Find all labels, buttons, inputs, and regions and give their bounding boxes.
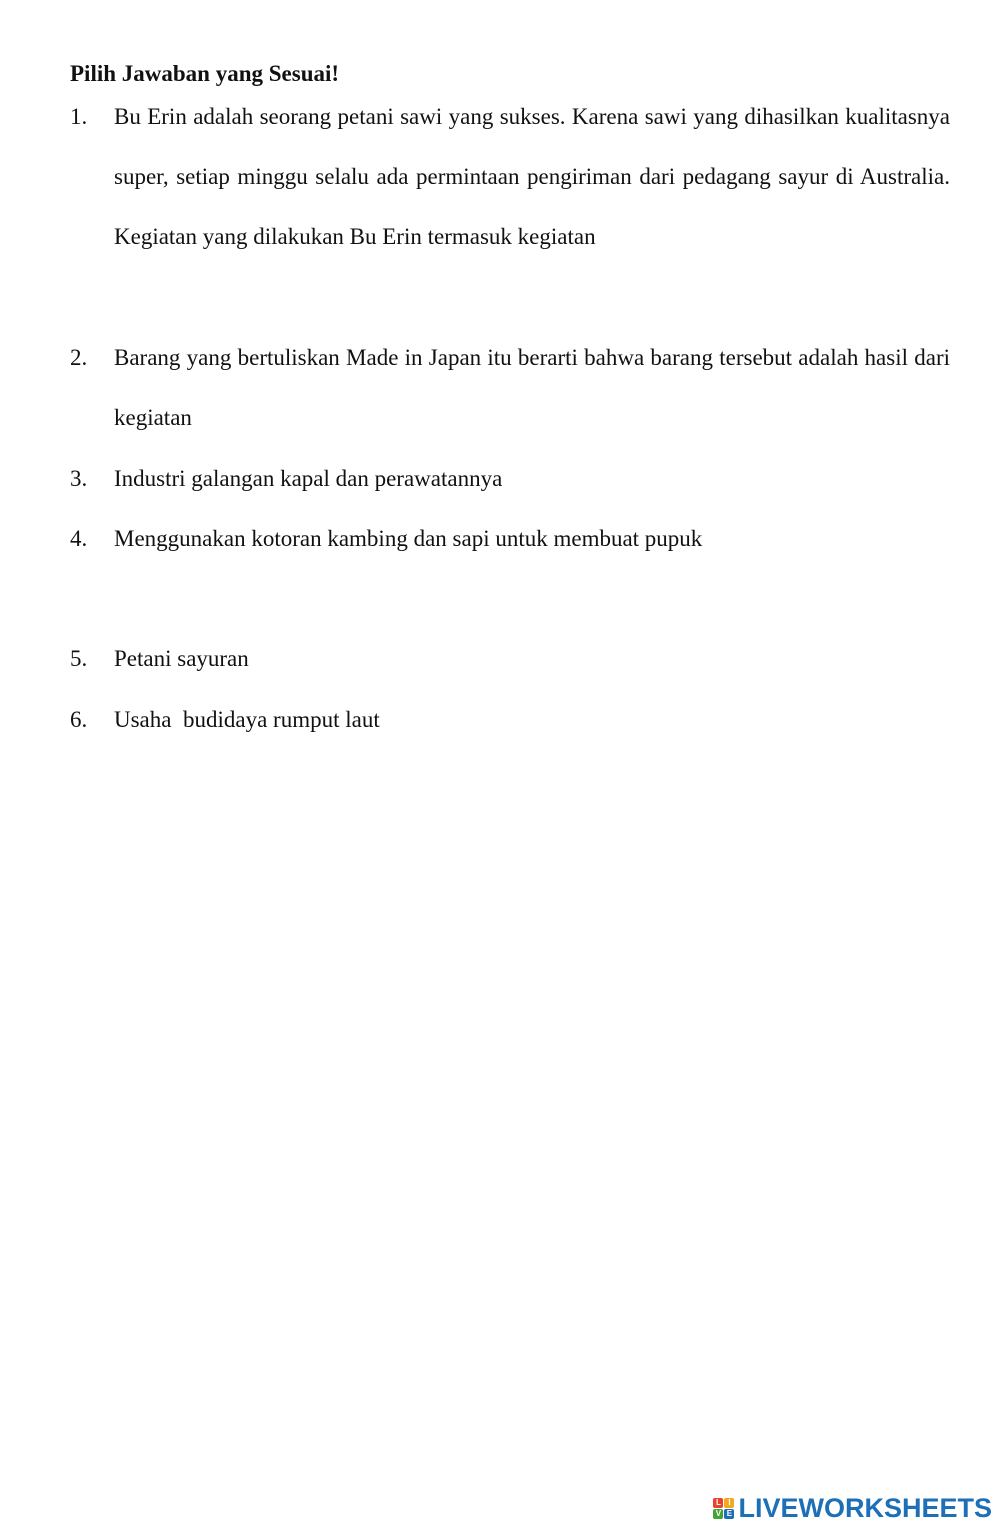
question-number: 4. bbox=[70, 526, 88, 551]
liveworksheets-logo bbox=[713, 1493, 992, 1524]
logo-block: E bbox=[724, 1509, 734, 1519]
question-number: 1. bbox=[70, 104, 88, 129]
question-text: Usaha budidaya rumput laut bbox=[114, 707, 380, 732]
question-item bbox=[70, 509, 950, 569]
question-text: Menggunakan kotoran kambing dan sapi untuk membuat pupuk bbox=[114, 526, 703, 551]
question-item bbox=[70, 629, 950, 689]
logo-blocks-icon bbox=[713, 1498, 734, 1519]
logo-block: L bbox=[713, 1498, 723, 1508]
question-number: 6. bbox=[70, 707, 88, 732]
question-item bbox=[70, 328, 950, 448]
question-text: Bu Erin adalah seorang petani sawi yang sukses. Karena sawi yang dihasilkan kualitasnya super, setiap minggu selalu ada permintaan pengiriman dari pedagang sayur di Australia. Kegiatan yang dilakukan Bu Erin termasuk kegiatan bbox=[114, 104, 950, 249]
logo-block: I bbox=[724, 1498, 734, 1508]
question-text: Petani sayuran bbox=[114, 646, 249, 671]
logo-text: LIVEWORKSHEETS bbox=[738, 1493, 992, 1523]
question-item bbox=[70, 87, 950, 267]
question-number: 5. bbox=[70, 646, 88, 671]
question-number: 2. bbox=[70, 345, 88, 370]
question-text: Industri galangan kapal dan perawatannya bbox=[114, 466, 503, 491]
question-text: Barang yang bertuliskan Made in Japan itu berarti bahwa barang tersebut adalah hasil dari kegiatan bbox=[114, 345, 950, 430]
worksheet-heading: Pilih Jawaban yang Sesuai! bbox=[70, 61, 340, 86]
question-item bbox=[70, 449, 950, 509]
question-item bbox=[70, 690, 950, 750]
logo-block: V bbox=[713, 1509, 723, 1519]
question-number: 3. bbox=[70, 466, 88, 491]
